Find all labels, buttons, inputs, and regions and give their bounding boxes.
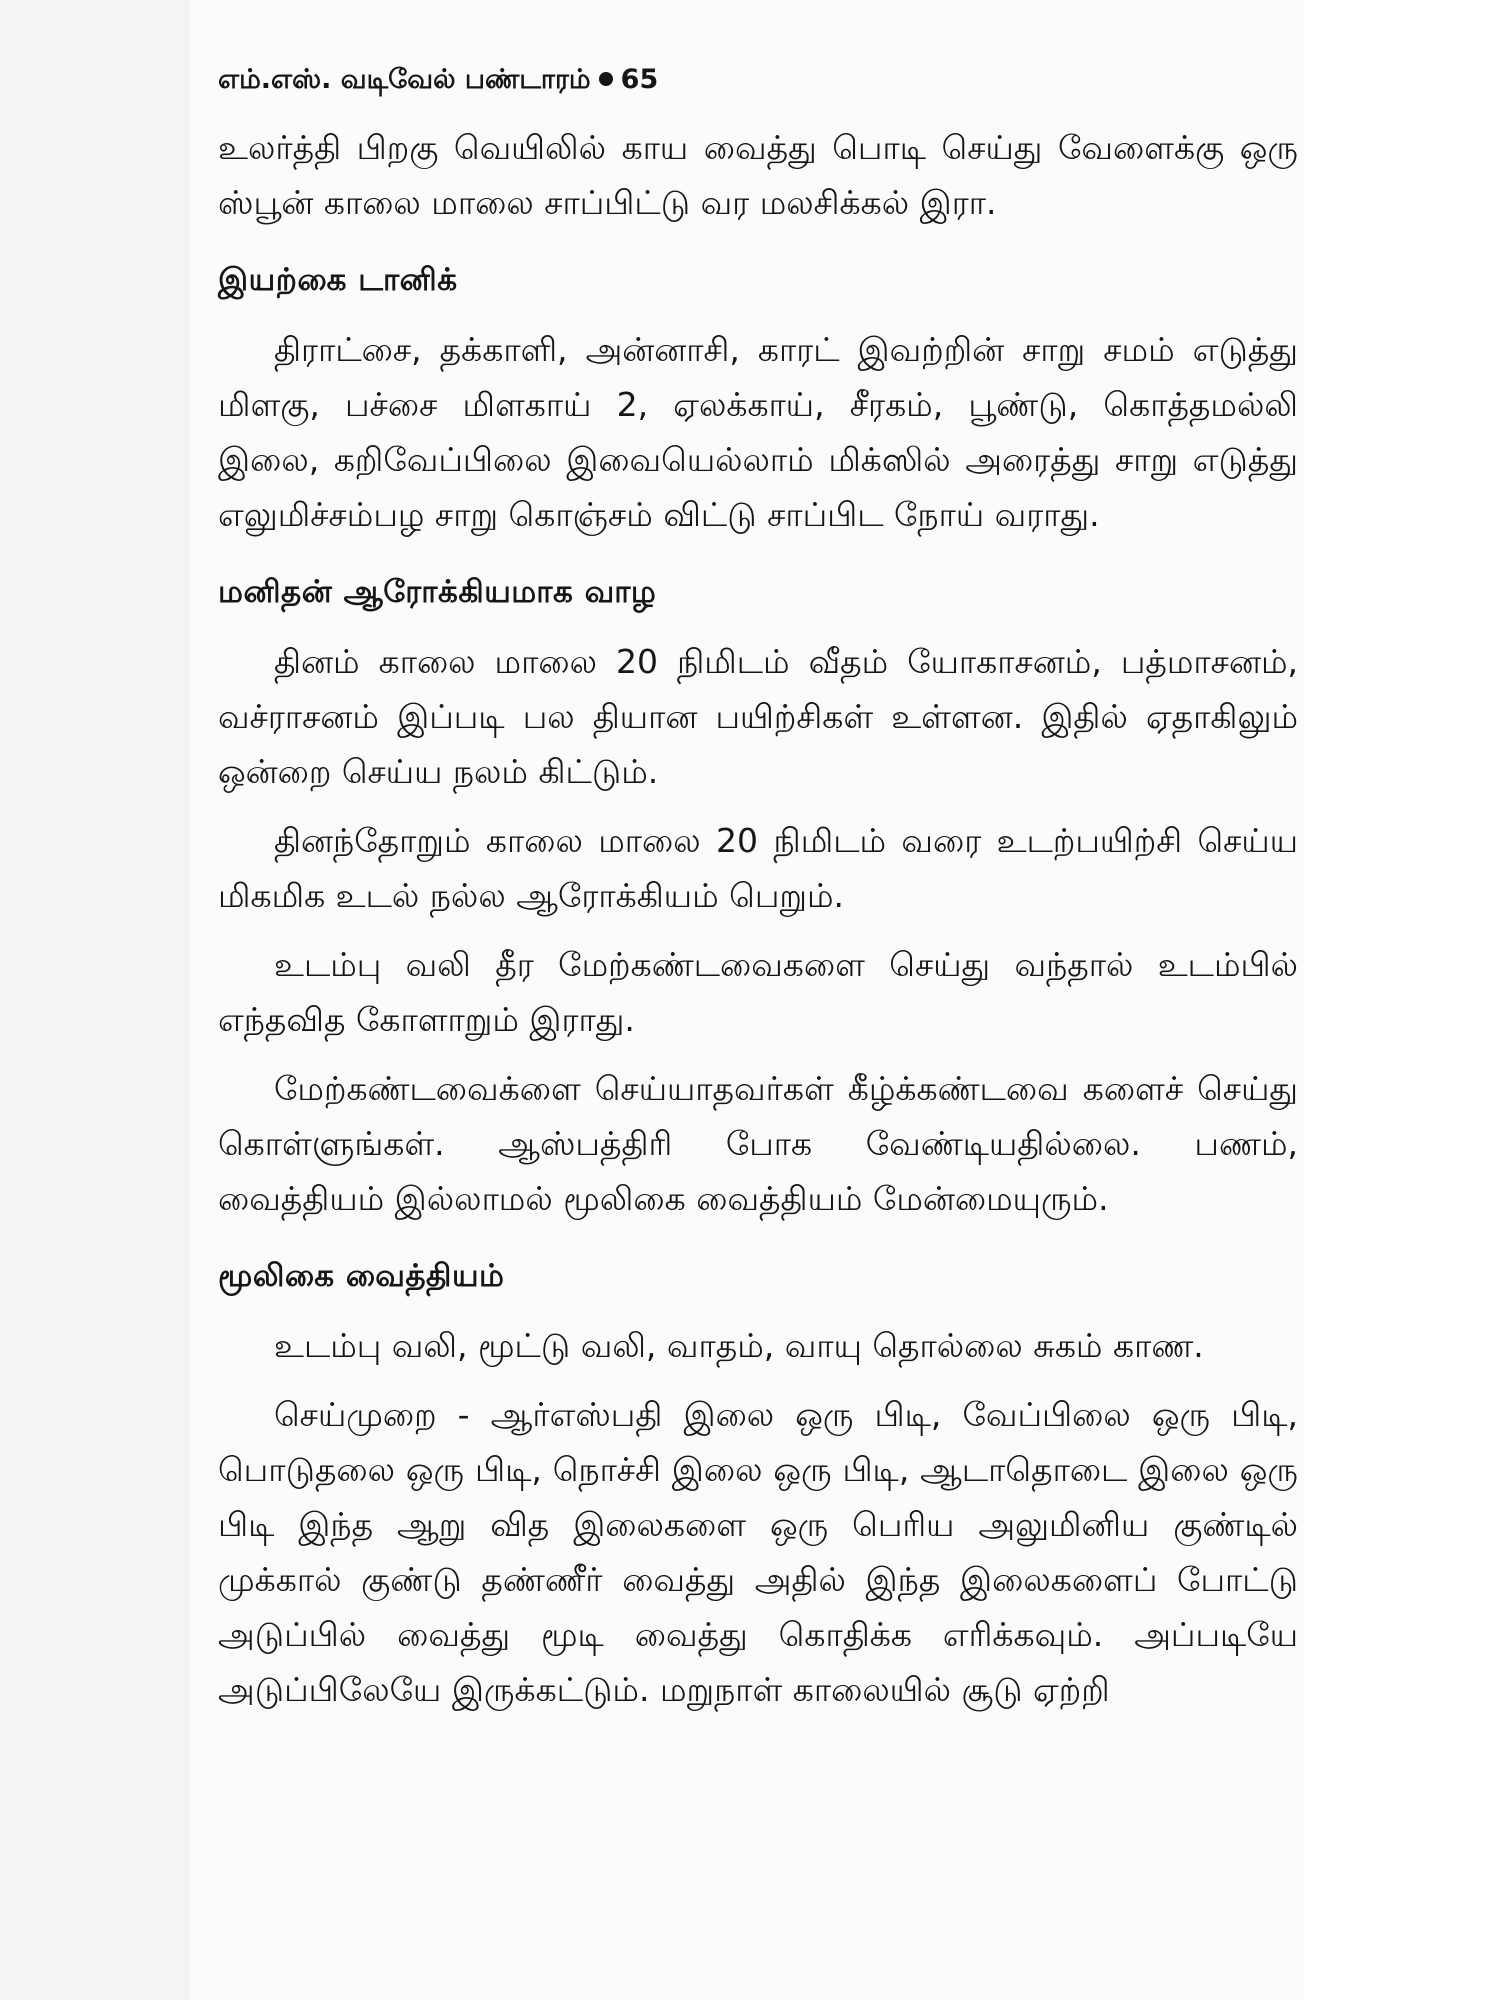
page-number: 65 bbox=[620, 64, 659, 95]
bullet-dot-icon bbox=[599, 72, 613, 86]
author-name: எம்.எஸ். வடிவேல் பண்டாரம் bbox=[218, 64, 591, 95]
section-heading: மனிதன் ஆரோக்கியமாக வாழ bbox=[218, 574, 657, 610]
paragraph: உடம்பு வலி, மூட்டு வலி, வாதம், வாயு தொல்லை சுகம் காண. bbox=[274, 1326, 1204, 1365]
paragraph: மேற்கண்டவைக்ளை செய்யாதவர்கள் கீழ்க்கண்டவை களைச் செய்து கொள்ளுங்கள். ஆஸ்பத்திரி போக வேண்டியதில்லை. பணம், வைத்தியம் இல்லாமல் மூலிகை வைத்தியம் மேன்மையுரும். bbox=[218, 1069, 1298, 1218]
section-heading: இயற்கை டானிக் bbox=[218, 262, 458, 298]
paragraph: உலர்த்தி பிறகு வெயிலில் காய வைத்து பொடி செய்து வேளைக்கு ஒரு ஸ்பூன் காலை மாலை சாப்பிட்டு வர மலசிக்கல் இரா. bbox=[218, 128, 1298, 222]
paragraph: தினம் காலை மாலை 20 நிமிடம் வீதம் யோகாசனம், பத்மாசனம், வச்ராசனம் இப்படி பல தியான பயிற்சிகள் உள்ளன. இதில் ஏதாகிலும் ஒன்றை செய்ய நலம் கிட்டும். bbox=[218, 642, 1298, 791]
paragraph: உடம்பு வலி தீர மேற்கண்டவைகளை செய்து வந்தால் உடம்பில் எந்தவித கோளாறும் இராது. bbox=[218, 945, 1298, 1039]
scan-gutter bbox=[0, 0, 190, 2000]
section-heading: மூலிகை வைத்தியம் bbox=[218, 1258, 505, 1294]
paragraph: தினந்தோறும் காலை மாலை 20 நிமிடம் வரை உடற்பயிற்சி செய்ய மிகமிக உடல் நல்ல ஆரோக்கியம் பெறும். bbox=[218, 821, 1298, 915]
page-content bbox=[218, 62, 1298, 1731]
paragraph: திராட்சை, தக்காளி, அன்னாசி, காரட் இவற்றின் சாறு சமம் எடுத்து மிளகு, பச்சை மிளகாய் 2, ஏலக்காய், சீரகம், பூண்டு, கொத்தமல்லி இலை, கறிவேப்பிலை இவையெல்லாம் மிக்ஸில் அரைத்து சாறு எடுத்து எலுமிச்சம்பழ சாறு கொஞ்சம் விட்டு சாப்பிட நோய் வராது. bbox=[218, 330, 1298, 534]
paragraph: செய்முறை - ஆர்எஸ்பதி இலை ஒரு பிடி, வேப்பிலை ஒரு பிடி, பொடுதலை ஒரு பிடி, நொச்சி இலை ஒரு பிடி, ஆடாதொடை இலை ஒரு பிடி இந்த ஆறு வித இலைகளை ஒரு பெரிய அலுமினிய குண்டில் முக்கால் குண்டு தண்ணீர் வைத்து அதில் இந்த இலைகளைப் போட்டு அடுப்பில் வைத்து மூடி வைத்து கொதிக்க எரிக்கவும். அப்படியே அடுப்பிலேயே இருக்கட்டும். மறுநாள் காலையில் சூடு ஏற்றி bbox=[218, 1395, 1298, 1709]
running-head bbox=[218, 62, 1298, 98]
page-margin bbox=[1305, 0, 1500, 2000]
